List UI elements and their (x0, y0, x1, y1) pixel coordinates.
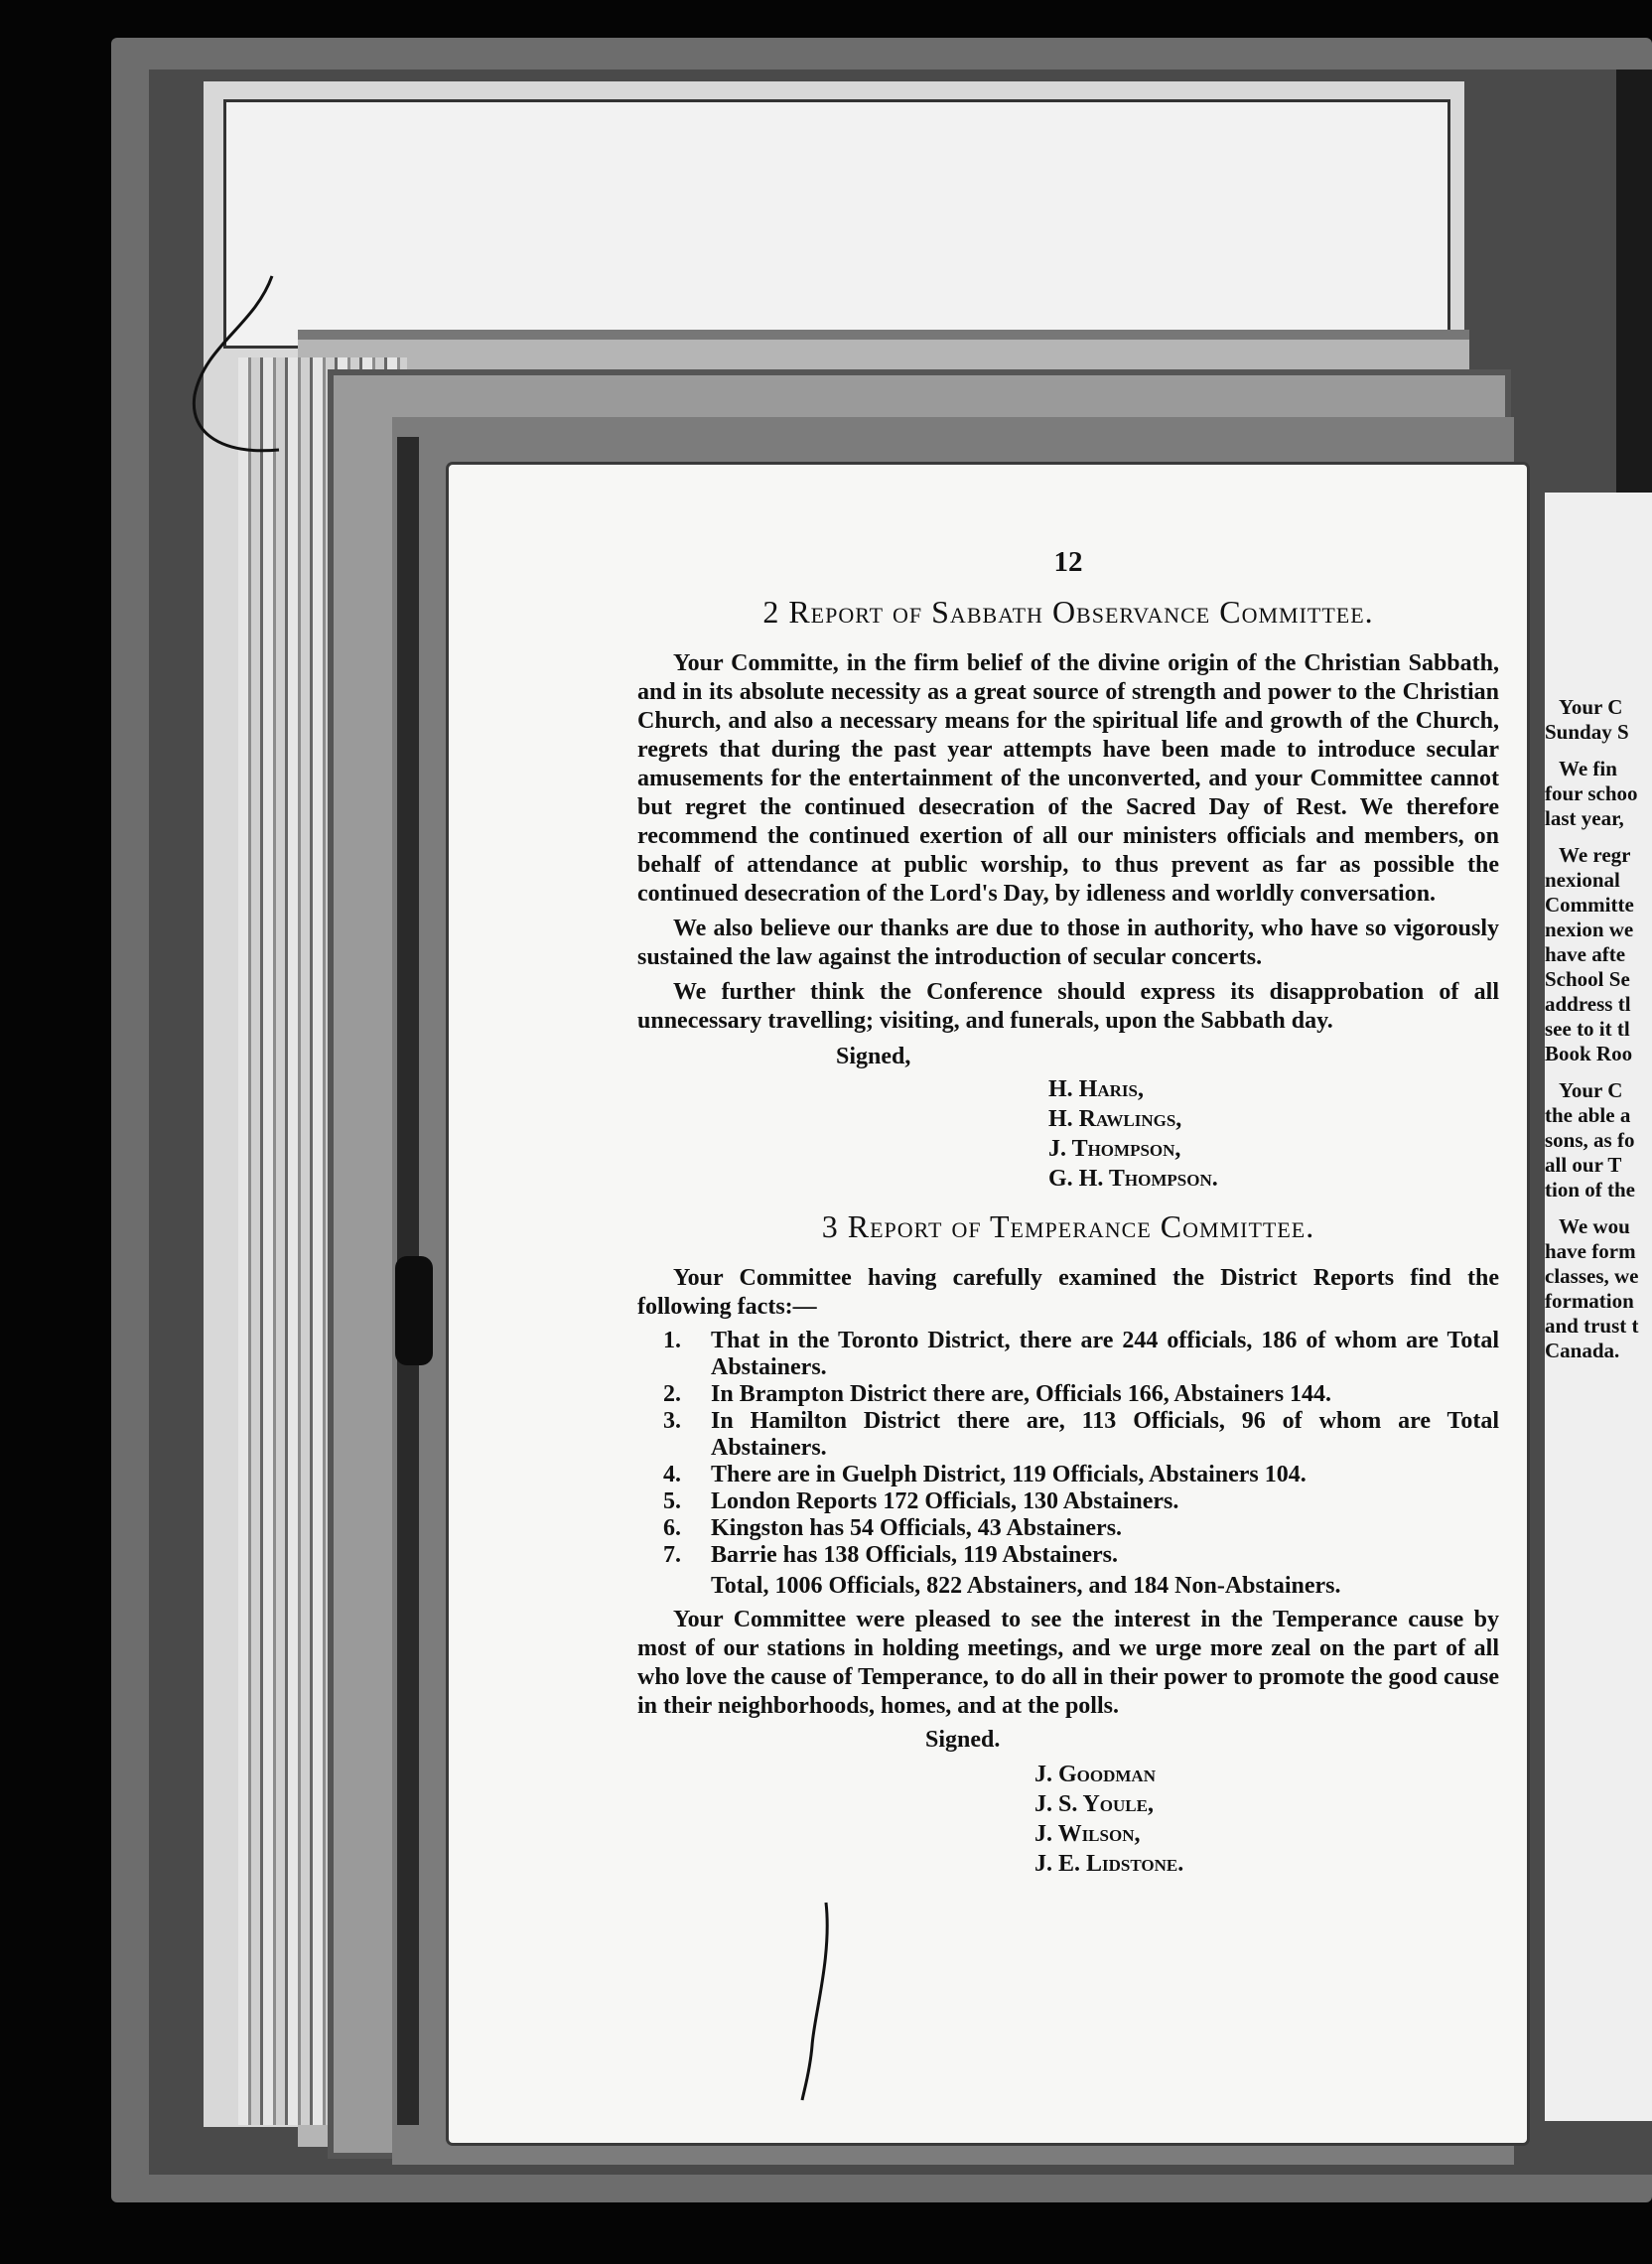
fact-number: 2. (663, 1381, 681, 1408)
signatory: G. H. Thompson. (1048, 1166, 1218, 1193)
ink-blot (395, 1256, 433, 1365)
fact-text: London Reports 172 Officials, 130 Abstainers. (711, 1488, 1179, 1515)
fact-item (637, 1488, 1499, 1515)
fragment-line: and trust t (1545, 1314, 1639, 1338)
fact-item (637, 1462, 1499, 1488)
fragment-line: sons, as fo (1545, 1128, 1635, 1152)
fact-number: 4. (663, 1462, 681, 1488)
binder-edge-right (1616, 70, 1652, 506)
top-leaf (223, 99, 1450, 349)
sabbath-paragraph-3: We further think the Conference should express its disapprobation of all unnecessary travelling; visiting, and funerals, upon the Sabbath day. (637, 979, 1499, 1035)
fact-item (637, 1381, 1499, 1408)
fragment-line: the able a (1545, 1103, 1631, 1127)
fragment-line: formation (1545, 1289, 1634, 1313)
fact-text: In Hamilton District there are, 113 Officials, 96 of whom are Total Abstainers. (711, 1408, 1499, 1462)
temperance-total: Total, 1006 Officials, 822 Abstainers, and 184 Non-Abstainers. (711, 1573, 1341, 1600)
fact-number: 1. (663, 1328, 681, 1354)
thread-loop (185, 266, 294, 475)
fragment-line: see to it tl (1545, 1017, 1630, 1041)
sabbath-heading: 2 Report of Sabbath Observance Committee. (762, 594, 1374, 630)
fragment-line: We regr (1559, 843, 1631, 867)
fact-text: In Brampton District there are, Officials 166, Abstainers 144. (711, 1381, 1332, 1408)
fact-number: 7. (663, 1542, 681, 1569)
fragment-line: tion of the (1545, 1178, 1635, 1202)
fact-item (637, 1408, 1499, 1462)
fact-text: There are in Guelph District, 119 Officials, Abstainers 104. (711, 1462, 1307, 1488)
fact-text: Barrie has 138 Officials, 119 Abstainers. (711, 1542, 1118, 1569)
fragment-line: nexion we (1545, 918, 1634, 941)
fragment-line: Book Roo (1545, 1042, 1633, 1065)
fragment-line: We wou (1559, 1214, 1630, 1238)
next-page-text (1545, 695, 1652, 1363)
fragment-line: classes, we (1545, 1264, 1639, 1288)
fragment-line: Your C (1559, 695, 1623, 719)
sabbath-signed: Signed, (836, 1044, 911, 1070)
fragment-line: We fin (1559, 757, 1617, 780)
temperance-intro: Your Committee having carefully examined the District Reports find the following facts:— (637, 1265, 1499, 1321)
signatory: J. Wilson, (1034, 1821, 1141, 1848)
fragment-line: Committe (1545, 893, 1634, 917)
page-number: 12 (1053, 546, 1083, 578)
temperance-heading: 3 Report of Temperance Committee. (821, 1208, 1315, 1245)
fact-text: Kingston has 54 Officials, 43 Abstainers. (711, 1515, 1123, 1542)
fact-number: 5. (663, 1488, 681, 1515)
fact-item (637, 1542, 1499, 1569)
temperance-signatories (1034, 1760, 1499, 1879)
fragment-line: address tl (1545, 992, 1631, 1016)
fragment-line: Your C (1559, 1078, 1623, 1102)
signatory: J. E. Lidstone. (1034, 1851, 1184, 1878)
fact-item (637, 1515, 1499, 1542)
signatory: J. Thompson, (1048, 1136, 1181, 1163)
fragment-line: last year, (1545, 806, 1624, 830)
fact-text: That in the Toronto District, there are 244 officials, 186 of whom are Total Abstainers. (711, 1328, 1499, 1381)
signatory: H. Rawlings, (1048, 1106, 1182, 1133)
temperance-facts (637, 1328, 1499, 1569)
sabbath-paragraph-1: Your Committe, in the firm belief of the divine origin of the Christian Sabbath, and in its absolute necessity as a great source of strength and power to the Christian Church, and also a necessary means for the spiritual life and growth of the Church, regrets that during the past year attempts have been made to introduce secular amusements for the entertainment of the unconverted, and your Committee cannot but regret the continued desecration of the Sacred Day of Rest. We therefore recommend the continued exertion of all our ministers officials and members, on behalf of attendance at public worship, to thus prevent as far as possible the continued desecration of the Lord's Day, by idleness and worldly conversation. (637, 650, 1499, 908)
fragment-line: Canada. (1545, 1339, 1620, 1362)
fragment-line: School Se (1545, 967, 1630, 991)
fact-item (637, 1328, 1499, 1381)
fragment-line: Sunday S (1545, 720, 1629, 744)
fragment-line: have afte (1545, 942, 1626, 966)
signatory: H. Haris, (1048, 1076, 1144, 1103)
fact-number: 3. (663, 1408, 681, 1435)
signatory: J. Goodman (1034, 1762, 1156, 1788)
pen-stroke (774, 1897, 854, 2105)
temperance-paragraph-2: Your Committee were pleased to see the interest in the Temperance cause by most of our stations in holding meetings, and we urge more zeal on the part of all who love the cause of Temperance, to do all in their power to promote the good cause in their neighborhoods, homes, and at the polls. (637, 1607, 1499, 1720)
fact-number: 6. (663, 1515, 681, 1542)
fragment-line: have form (1545, 1239, 1636, 1263)
fragment-line: nexional (1545, 868, 1620, 892)
fragment-line: four schoo (1545, 781, 1638, 805)
page-content (637, 546, 1499, 1879)
sabbath-paragraph-2: We also believe our thanks are due to those in authority, who have so vigorously sustained the law against the introduction of secular concerts. (637, 916, 1499, 971)
temperance-signed: Signed. (925, 1727, 1001, 1754)
sabbath-signatories (1048, 1074, 1499, 1194)
fragment-line: all our T (1545, 1153, 1622, 1177)
signatory: J. S. Youle, (1034, 1791, 1154, 1818)
